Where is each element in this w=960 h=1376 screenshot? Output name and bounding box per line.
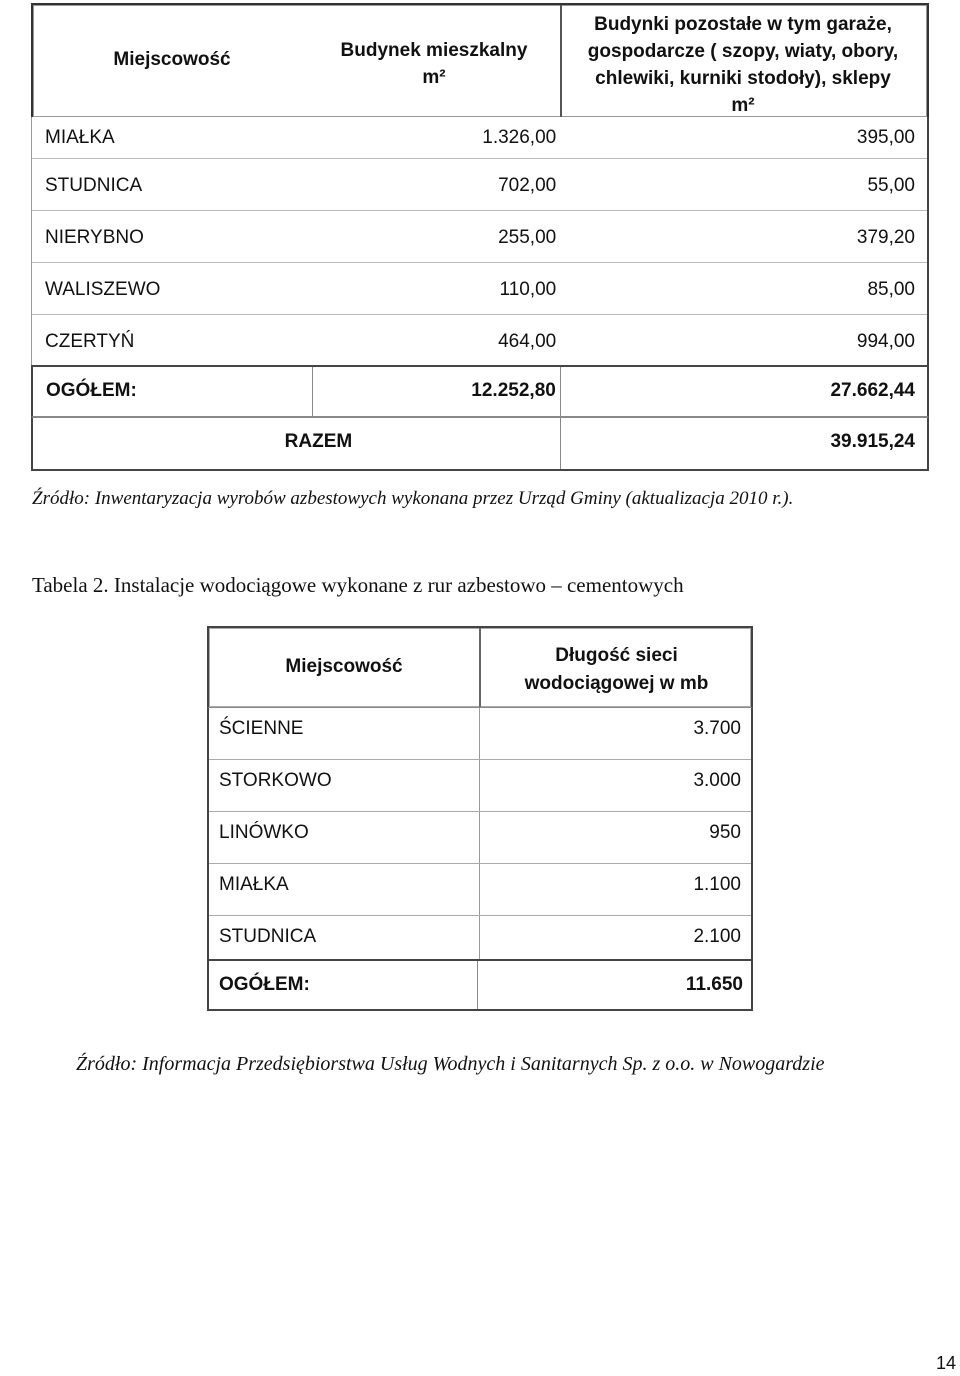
table2-total-row	[207, 959, 753, 1011]
page-number: 14	[935, 1353, 956, 1373]
total-label: OGÓŁEM:	[46, 380, 137, 401]
table-row: MIAŁKA 1.100	[209, 864, 751, 916]
total-label: OGÓŁEM:	[219, 974, 310, 995]
table-row: ŚCIENNE 3.700	[209, 708, 751, 760]
total-residential: 12.252,80	[471, 380, 556, 401]
table-row: MIAŁKA 1.326,00 395,00	[32, 117, 927, 159]
table-row: CZERTYŃ 464,00 994,00	[45, 331, 915, 352]
header-place: Miejscowość	[113, 49, 231, 70]
asbestos-buildings-table	[31, 3, 929, 471]
table1-grand-total-row	[31, 417, 929, 471]
table1-header	[31, 3, 929, 117]
table1-source-note: Źródło: Inwentaryzacja wyrobów azbestowych wykonana przez Urząd Gminy (aktualizacja 2010 r.).	[32, 488, 794, 509]
water-pipes-table	[207, 626, 753, 1011]
table2-header	[207, 626, 753, 708]
table-row: LINÓWKO 950	[209, 812, 751, 864]
table-row: STUDNICA 2.100	[209, 916, 751, 959]
header-residential: Budynek mieszkalny m²	[340, 40, 528, 88]
total-length: 11.650	[685, 974, 743, 995]
grand-total-label: RAZEM	[284, 431, 353, 452]
header-length: Długość sieci wodociągowej w mb	[524, 645, 709, 694]
total-other: 27.662,44	[830, 380, 915, 401]
header-divider	[560, 5, 562, 117]
table-row: STORKOWO 3.000	[209, 760, 751, 812]
header-other-buildings: Budynki pozostałe w tym garaże, gospodarcze ( szopy, wiaty, obory, chlewiki, kurniki stodoły), sklepy m²	[587, 14, 899, 116]
grand-total-value: 39.915,24	[830, 431, 915, 452]
table1-total-row	[31, 365, 929, 417]
table-row: NIERYBNO 255,00 379,20	[32, 211, 927, 263]
table-row: WALISZEWO 110,00 85,00	[32, 263, 927, 315]
table-row: STUDNICA 702,00 55,00	[32, 159, 927, 211]
header-place: Miejscowość	[285, 656, 403, 677]
table2-source-note: Źródło: Informacja Przedsiębiorstwa Usług Wodnych i Sanitarnych Sp. z o.o. w Nowogardzie	[76, 1053, 825, 1075]
table2-caption: Tabela 2. Instalacje wodociągowe wykonane z rur azbestowo – cementowych	[32, 573, 684, 597]
